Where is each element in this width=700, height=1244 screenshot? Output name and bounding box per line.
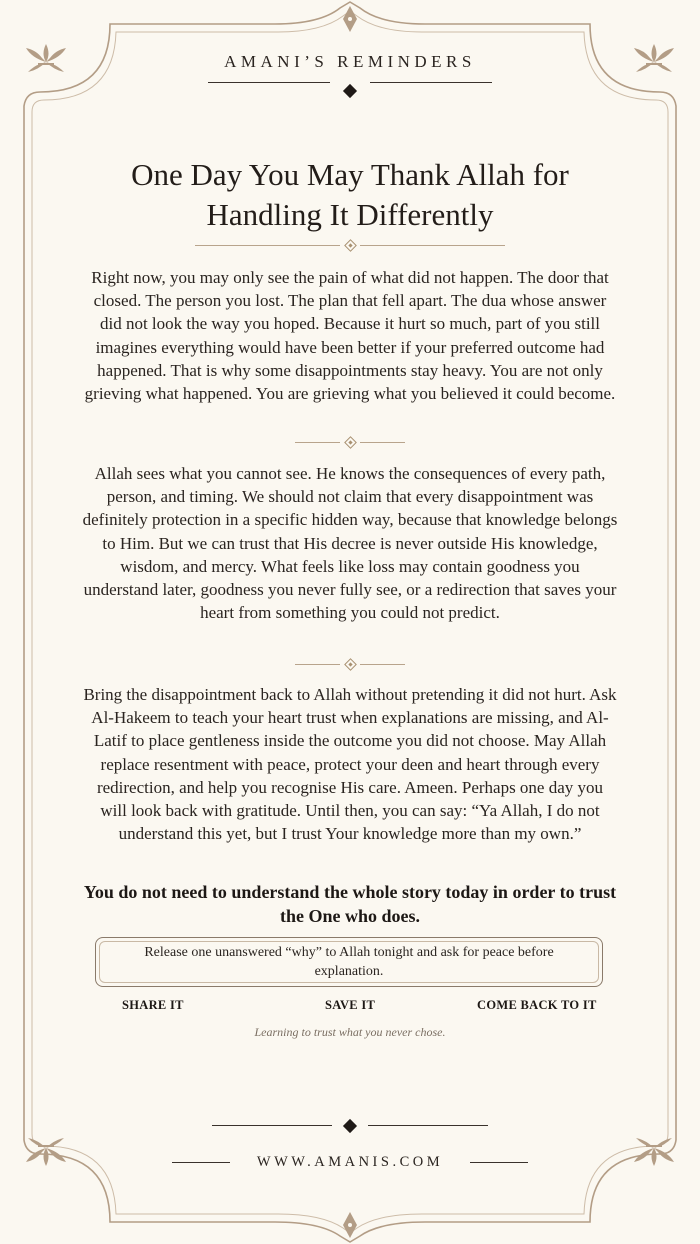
key-takeaway: You do not need to understand the whole story today in order to trust the One who does. <box>83 882 617 926</box>
divider-diamond-icon <box>344 658 357 671</box>
footer-rule-right <box>368 1125 488 1126</box>
title-divider <box>0 240 700 252</box>
title-line-1: One Day You May Thank Allah for <box>131 157 569 192</box>
divider-diamond-icon <box>344 239 357 252</box>
share-it-button[interactable]: SHARE IT <box>122 998 184 1012</box>
paragraph-2: Allah sees what you cannot see. He knows the consequences of every path, person, and timing. We should not claim that every disappointment was definitely protection in a specific hidden way, because that knowledge belongs to Him. But we can trust that His decree is never outside His knowledge, wisdom, and mercy. What feels like loss may contain goodness you understand later, goodness you never fully see, or a redirection that saves your heart from something you could not predict. <box>82 464 618 623</box>
section-divider-1 <box>0 437 700 449</box>
save-it-button[interactable]: SAVE IT <box>325 998 376 1012</box>
title-line-2: Handling It Differently <box>206 197 494 232</box>
bottom-crest-icon <box>343 1212 357 1238</box>
paragraph-1: Right now, you may only see the pain of what did not happen. The door that closed. The person you lost. The plan that fell apart. The dua whose answer did not look the way you hoped. Because it hurt so much, part of you still imagines everything would have been better if your preferred outcome had happened. That is why some disappointments stay heavy. You are not only grieving what happened. You are grieving what you believed it could become. <box>84 268 616 404</box>
brand-rule-right <box>370 82 492 83</box>
action-prompt-box <box>95 937 603 987</box>
top-crest-icon <box>343 6 357 32</box>
section-divider-2 <box>0 659 700 671</box>
action-prompt-text: Release one unanswered “why” to Allah tonight and ask for peace before explanation. <box>144 945 554 979</box>
footer-rule-left <box>212 1125 332 1126</box>
website-rule-right <box>470 1162 528 1163</box>
page-title <box>60 155 640 235</box>
brand-name: AMANI’S REMINDERS <box>224 52 476 71</box>
website-link[interactable]: WWW.AMANIS.COM <box>256 1154 444 1170</box>
tagline: Learning to trust what you never chose. <box>254 1025 446 1039</box>
paragraph-3: Bring the disappointment back to Allah without pretending it did not hurt. Ask Al-Hakeem to teach your heart trust when explanations are missing, and Al-Latif to place gentleness inside the outcome you did not choose. May Allah replace resentment with peace, protect your deen and heart through every redirection, and help you recognise His care. Ameen. Perhaps one day you will look back with gratitude. Until then, you can say: “Ya Allah, I do not understand this yet, but I trust Your knowledge more than my own.” <box>83 685 617 844</box>
come-back-to-it-button[interactable]: COME BACK TO IT <box>477 998 597 1012</box>
divider-diamond-icon <box>344 436 357 449</box>
brand-rule-left <box>208 82 330 83</box>
